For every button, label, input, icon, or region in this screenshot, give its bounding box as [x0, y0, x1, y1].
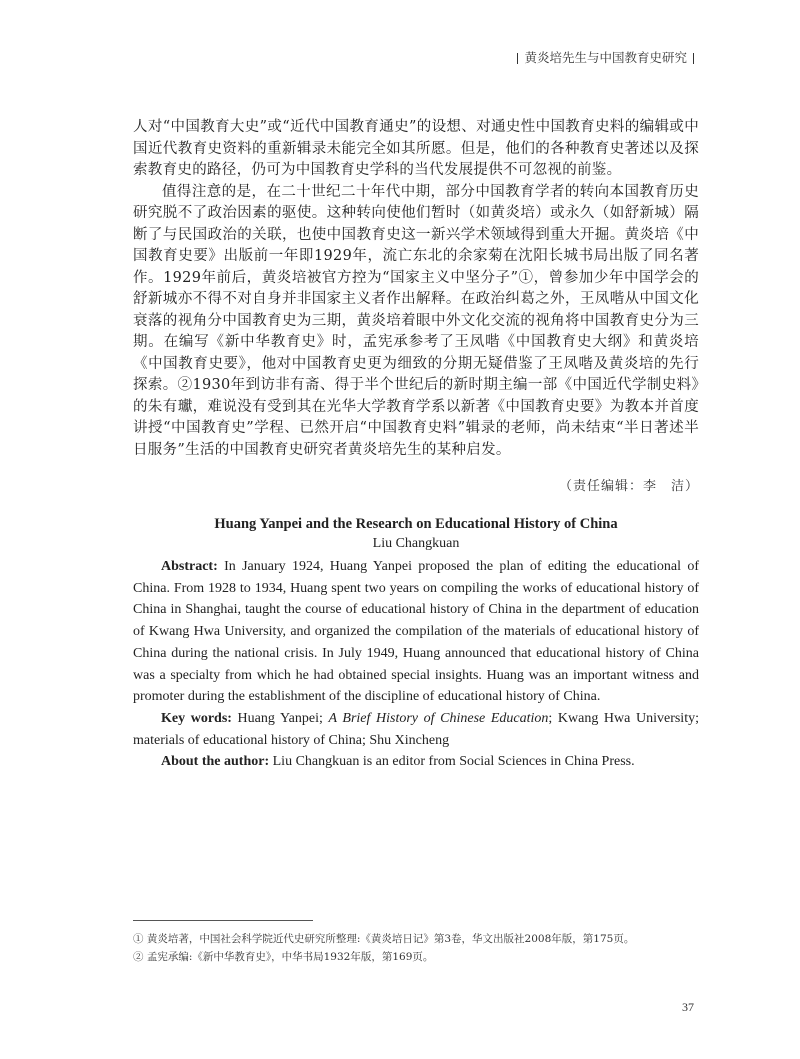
keywords-italic: A Brief History of Chinese Education	[328, 710, 549, 726]
keywords-part-a: Huang Yanpei;	[231, 710, 329, 726]
page-number: 37	[682, 1000, 694, 1014]
keywords	[133, 708, 699, 751]
english-author: Liu Changkuan	[372, 536, 460, 551]
main-content	[133, 117, 699, 773]
responsible-editor: （责任编辑：李 洁）	[558, 479, 699, 494]
header-bar-left	[517, 53, 518, 64]
about-label: About the author:	[161, 754, 270, 770]
footnote-2: ② 孟宪承编:《新中华教育史》，中华书局1932年版，第169页。	[133, 951, 434, 963]
body-paragraph-2: 值得注意的是，在二十世纪二十年代中期，部分中国教育学者的转向本国教育历史研究脱不了政治因素的驱使。这种转向使他们暂时（如黄炎培）或永久（如舒新城）隔断了与民国政治的关联，也使中国教育史这一新兴学术领域得到重大开掘。黄炎培《中国教育史要》出版前一年即1929年，流亡东北的余家菊在沈阳长城书局出版了同名著作。1929年前后，黄炎培被官方控为“国家主义中坚分子”①，曾参加少年中国学会的舒新城亦不得不对自身并非国家主义者作出解释。在政治纠葛之外，王凤喈从中国文化衰落的视角分中国教育史为三期，黄炎培着眼中外文化交流的视角将中国教育史分为三期。在编写《新中华教育史》时，孟宪承参考了王凤喈《中国教育史大纲》和黄炎培《中国教育史要》，他对中国教育史更为细致的分期无疑借鉴了王凤喈及黄炎培的先行探索。②1930年到访非有斋、得于半个世纪后的新时期主编一部《中国近代学制史料》的朱有瓛，难说没有受到其在光华大学教育学系以新著《中国教育史要》为教本并首度讲授“中国教育史”学程、已然开启“中国教育史料”辑录的老师，尚未结束“半日著述半日服务”生活的中国教育史研究者黄炎培先生的某种启发。	[133, 183, 699, 458]
header-bar-right	[693, 53, 694, 64]
running-title: 黄炎培先生与中国教育史研究	[524, 50, 687, 65]
body-paragraph-1: 人对“中国教育大史”或“近代中国教育通史”的设想、对通史性中国教育史料的编辑或中国近代教育史资料的重新辑录未能完全如其所愿。但是，他们的各种教育史著述以及探索教育史的路径，仍可为中国教育史学科的当代发展提供不可忽视的前鉴。	[133, 119, 699, 178]
abstract-text: In January 1924, Huang Yanpei proposed the plan of editing the educational of China. From 1928 to 1934, Huang spent two years on compiling the works of educational history of China in Shanghai, taught the course of educational history of China in the department of education of Kwang Hwa University, and organized the compilation of the materials of educational history of China during the national crisis. In July 1949, Huang announced that educational history of China was a specialty from which he had obtained special insights. Huang was an important witness and promoter during the establishment of the discipline of educational history of China.	[133, 559, 699, 705]
running-header	[511, 48, 700, 66]
keywords-label: Key words:	[161, 710, 232, 726]
about-author	[133, 751, 699, 773]
abstract	[133, 556, 699, 708]
footnotes	[133, 930, 699, 966]
footnote-divider	[133, 920, 313, 921]
about-text: Liu Changkuan is an editor from Social Sciences in China Press.	[269, 754, 635, 770]
english-title: Huang Yanpei and the Research on Educational History of China	[214, 516, 618, 532]
keywords-part-b: ; Kwang Hwa University; materials of educational history of China; Shu Xincheng	[133, 710, 699, 748]
footnote-1: ① 黄炎培著，中国社会科学院近代史研究所整理:《黄炎培日记》第3卷，华文出版社2008年版，第175页。	[133, 933, 635, 945]
abstract-label: Abstract:	[161, 559, 218, 574]
